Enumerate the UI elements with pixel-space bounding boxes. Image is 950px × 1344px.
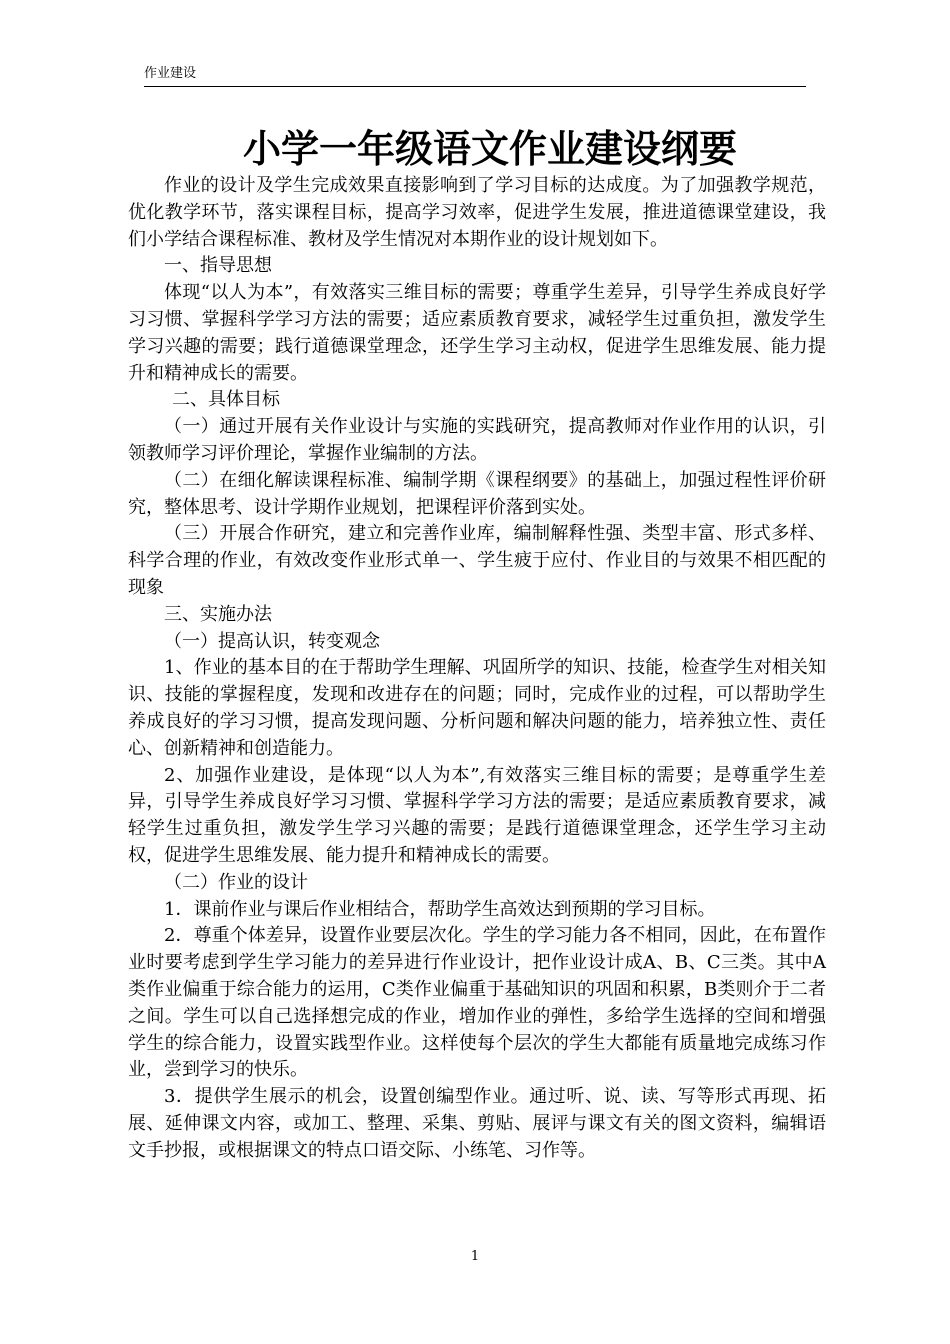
document-body — [128, 173, 826, 1164]
body-paragraph: 3．提供学生展示的机会，设置创编型作业。通过听、说、读、写等形式再现、拓展、延伸课文内容，或加工、整理、采集、剪贴、展评与课文有关的图文资料，编辑语文手抄报，或根据课文的特点口语交际、小练笔、习作等。 — [128, 1086, 826, 1161]
intro-paragraph: 作业的设计及学生完成效果直接影响到了学习目标的达成度。为了加强教学规范，优化教学环节，落实课程目标，提高学习效率，促进学生发展，推进道德课堂建设，我们小学结合课程标准、教材及学生情况对本期作业的设计规划如下。 — [128, 175, 826, 250]
body-paragraph: 1．课前作业与课后作业相结合，帮助学生高效达到预期的学习目标。 — [164, 898, 716, 920]
body-paragraph: （二）在细化解读课程标准、编制学期《课程纲要》的基础上，加强过程性评价研究，整体思考、设计学期作业规划，把课程评价落到实处。 — [128, 469, 826, 518]
body-paragraph: 1、作业的基本目的在于帮助学生理解、巩固所学的知识、技能，检查学生对相关知识、技能的掌握程度，发现和改进存在的问题；同时，完成作业的过程，可以帮助学生养成良好的学习习惯，提高发现问题、分析问题和解决问题的能力，培养独立性、责任心、创新精神和创造能力。 — [128, 657, 826, 759]
section-heading-guiding-ideology: 一、指导思想 — [164, 255, 272, 277]
page-header — [144, 64, 806, 87]
document-title: 小学一年级语文作业建设纲要 — [242, 127, 737, 171]
body-paragraph: 体现“以人为本”，有效落实三维目标的需要；尊重学生差异，引导学生养成良好学习习惯、掌握科学学习方法的需要；适应素质教育要求，减轻学生过重负担，激发学生学习兴趣的需要；践行道德课堂理念，还学生学习主动权，促进学生思维发展、能力提升和精神成长的需要。 — [128, 282, 826, 384]
body-paragraph: （一）通过开展有关作业设计与实施的实践研究，提高教师对作业作用的认识，引领教师学习评价理论，掌握作业编制的方法。 — [128, 416, 826, 464]
subsection-heading: （一）提高认识，转变观念 — [164, 630, 380, 652]
subsection-heading: （二）作业的设计 — [164, 871, 308, 893]
section-heading-specific-goals: 二、具体目标 — [172, 389, 280, 411]
body-paragraph: 2、加强作业建设，是体现“以人为本”,有效落实三维目标的需要；是尊重学生差异，引导学生养成良好学习习惯、掌握科学学习方法的需要；是适应素质教育要求，减轻学生过重负担，激发学生学习兴趣的需要；是践行道德课堂理念，还学生学习主动权，促进学生思维发展、能力提升和精神成长的需要。 — [128, 764, 826, 866]
section-heading-implementation: 三、实施办法 — [164, 603, 272, 625]
body-paragraph: 2．尊重个体差异，设置作业要层次化。学生的学习能力各不相同，因此，在布置作业时要考虑到学生学习能力的差异进行作业设计，把作业设计成A、B、C三类。其中A类作业偏重于综合能力的运用，C类作业偏重于基础知识的巩固和积累，B类则介于二者之间。学生可以自己选择想完成的作业，增加作业的弹性，多给学生选择的空间和增强学生的综合能力，设置实践型作业。这样使每个层次的学生大都能有质量地完成练习作业，尝到学习的快乐。 — [128, 925, 826, 1081]
header-label: 作业建设 — [144, 66, 197, 81]
page-number: 1 — [470, 1249, 480, 1264]
body-paragraph: （三）开展合作研究，建立和完善作业库，编制解释性强、类型丰富、形式多样、科学合理的作业，有效改变作业形式单一、学生疲于应付、作业目的与效果不相匹配的现象 — [128, 523, 826, 598]
